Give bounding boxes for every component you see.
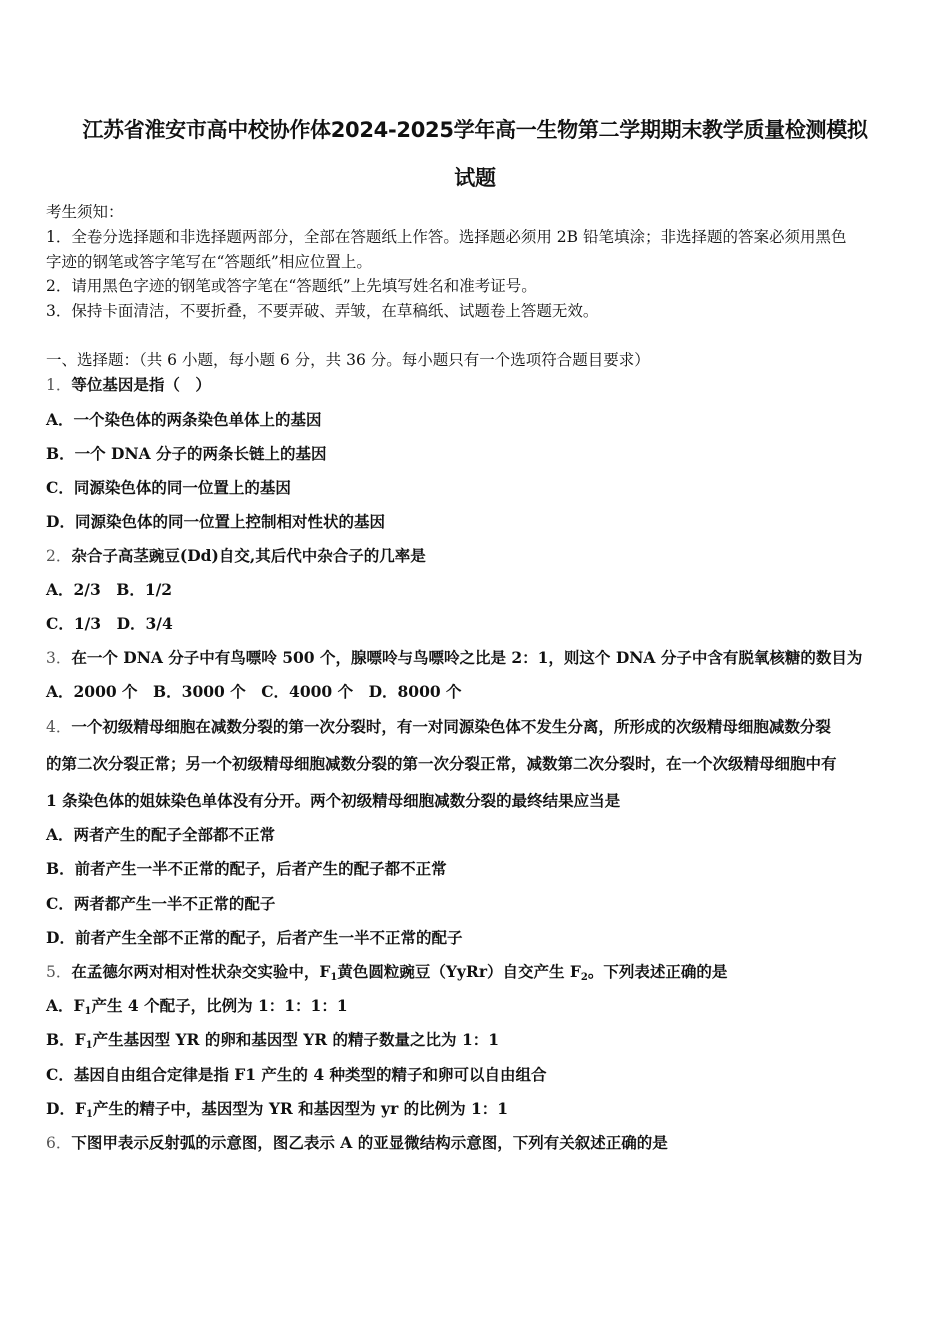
q2-options-ab: A．2/3 B．1/2 [46,580,173,599]
question-stem: 杂合子高茎豌豆(Dd)自交,其后代中杂合子的几率是 [71,546,426,565]
q5-option-d [46,1099,508,1125]
title-line-1: 江苏省淮安市高中校协作体2024-2025学年高一生物第二学期期末教学质量检测模拟 [82,118,868,142]
option-label: A．F [46,996,85,1015]
question-number: 4． [46,718,72,736]
subscript: 1 [85,1040,93,1051]
subscript: 1 [330,972,338,983]
option-text: 产生 4 个配子，比例为 1：1：1：1 [91,996,348,1015]
q1-option-a: A．一个染色体的两条染色单体上的基因 [46,410,322,429]
question-4-cont-2: 1 条染色体的姐妹染色单体没有分开。两个初级精母细胞减数分裂的最终结果应当是 [46,791,621,810]
question-number: 2． [46,547,72,565]
q4-option-a: A．两者产生的配子全部都不正常 [46,825,276,844]
subscript: 2 [580,972,588,983]
q1-option-d: D．同源染色体的同一位置上控制相对性状的基因 [46,512,385,531]
question-2 [46,546,426,566]
option-text: 产生基因型 YR 的卵和基因型 YR 的精子数量之比为 1：1 [92,1030,500,1049]
notice-item-1: 1．全卷分选择题和非选择题两部分，全部在答题纸上作答。选择题必须用 2B 铅笔填涂；非选择题的答案必须用黑色 [46,228,847,246]
q4-option-c: C．两者都产生一半不正常的配子 [46,894,276,913]
subscript: 1 [85,1109,93,1120]
q5-option-a [46,996,348,1022]
option-label: B．F [46,1030,86,1049]
question-stem: 一个初级精母细胞在减数分裂的第一次分裂时，有一对同源染色体不发生分离，所形成的次级精母细胞减数分裂 [71,717,831,736]
title-line-2: 试题 [454,166,496,190]
option-label: D．F [46,1099,86,1118]
question-stem-cont: 黄色圆粒豌豆（YyRr）自交产生 F [337,962,581,981]
q4-option-b: B．前者产生一半不正常的配子，后者产生的配子都不正常 [46,859,447,878]
question-1 [46,375,211,395]
question-number: 5． [46,963,72,981]
notice-heading: 考生须知： [46,203,124,221]
q3-options: A．2000 个 B．3000 个 C．4000 个 D．8000 个 [46,682,462,701]
q4-option-d: D．前者产生全部不正常的配子，后者产生一半不正常的配子 [46,928,463,947]
question-4-cont: 的第二次分裂正常；另一个初级精母细胞减数分裂的第一次分裂正常，减数第二次分裂时，在一个次级精母细胞中有 [46,754,837,773]
question-number: 6． [46,1134,72,1152]
q2-options-cd: C．1/3 D．3/4 [46,614,173,633]
option-text: 产生的精子中，基因型为 YR 和基因型为 yr 的比例为 1：1 [92,1099,509,1118]
notice-item-1-cont: 字迹的钢笔或答字笔写在“答题纸”相应位置上。 [46,253,372,271]
question-stem: 下图甲表示反射弧的示意图，图乙表示 A 的亚显微结构示意图，下列有关叙述正确的是 [71,1133,668,1152]
question-stem: 在孟德尔两对相对性状杂交实验中，F [71,962,331,981]
question-number: 3． [46,649,72,667]
question-5 [46,962,727,988]
question-4 [46,717,831,737]
question-3 [46,648,862,668]
subscript: 1 [84,1006,92,1017]
notice-item-2: 2．请用黑色字迹的钢笔或答字笔在“答题纸”上先填写姓名和准考证号。 [46,277,537,295]
notice-item-3: 3．保持卡面清洁，不要折叠，不要弄破、弄皱，在草稿纸、试题卷上答题无效。 [46,302,599,320]
q1-option-c: C．同源染色体的同一位置上的基因 [46,478,291,497]
question-number: 1． [46,376,72,394]
section-heading: 一、选择题：（共 6 小题，每小题 6 分，共 36 分。每小题只有一个选项符合题目要求） [46,351,650,369]
question-6 [46,1133,668,1153]
q5-option-c: C．基因自由组合定律是指 F1 产生的 4 种类型的精子和卵可以自由组合 [46,1065,547,1084]
question-stem-end: 。下列表述正确的是 [587,962,728,981]
q1-option-b: B．一个 DNA 分子的两条长链上的基因 [46,444,327,463]
q5-option-b [46,1030,499,1056]
question-stem: 等位基因是指（ ） [71,375,211,394]
question-stem: 在一个 DNA 分子中有鸟嘌呤 500 个，腺嘌呤与鸟嘌呤之比是 2：1，则这个 DNA 分子中含有脱氧核糖的数目为 [71,648,863,667]
